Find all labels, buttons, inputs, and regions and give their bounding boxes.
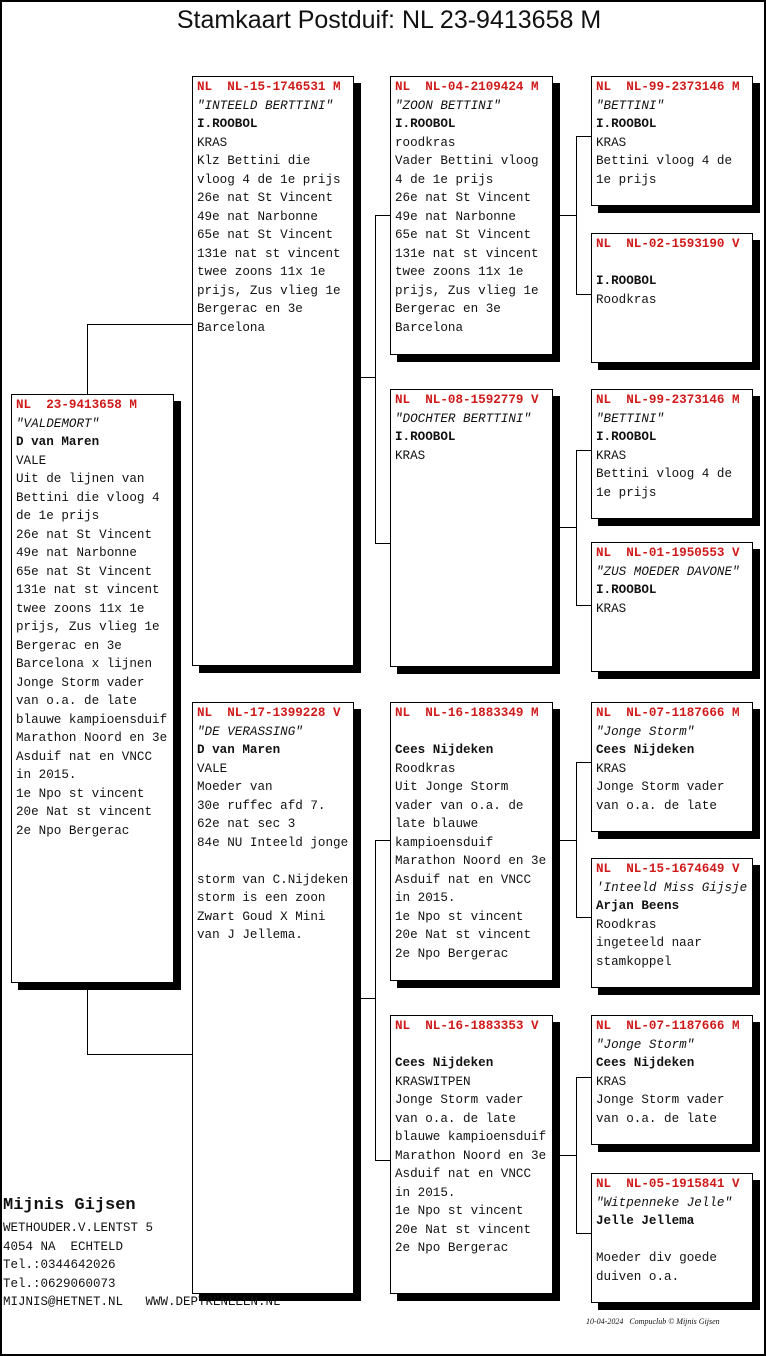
- connector: [576, 605, 591, 606]
- info-line: 65e nat St Vincent: [395, 228, 532, 242]
- pigeon-name: "Witpenneke Jelle": [596, 1195, 733, 1210]
- pigeon-card-ff-mother[interactable]: [591, 233, 753, 363]
- info-line: Klz Bettini die: [197, 154, 311, 168]
- info-line: 4 de 1e prijs: [395, 172, 494, 187]
- pigeon-name: [395, 723, 548, 742]
- info-line: de 1e prijs: [16, 509, 100, 523]
- info-line: vader van o.a. de: [395, 798, 524, 813]
- owner-line: Tel.:0629060073: [3, 1276, 116, 1291]
- breeder-name: D van Maren: [16, 435, 100, 449]
- info-line: 49e nat Narbonne: [16, 546, 137, 560]
- info-line: [197, 852, 349, 871]
- info-line: Roodkras: [395, 761, 456, 776]
- info-line: Barcelona: [395, 320, 464, 335]
- footer-credit: 10-04-2024 Compuclub © Mijnis Gijsen: [586, 1317, 720, 1326]
- info-line: Bergerac en 3e: [197, 302, 303, 316]
- connector: [576, 1077, 591, 1078]
- pigeon-card-mother-mother[interactable]: [390, 1015, 553, 1294]
- info-line: Moeder div goede: [596, 1251, 717, 1265]
- owner-block: [3, 1196, 281, 1312]
- info-line: 30e ruffec afd 7.: [197, 798, 326, 813]
- info-line: 20e Nat st vincent: [16, 805, 153, 819]
- info-line: 2e Npo Bergerac: [395, 946, 509, 961]
- ring-number: NL NL-16-1883353 V: [395, 1019, 539, 1033]
- info-line: 131e nat st vincent: [16, 583, 160, 597]
- info-line: Uit Jonge Storm: [395, 780, 509, 794]
- info-line: KRAS: [596, 135, 627, 150]
- info-line: KRASWITPEN: [395, 1074, 471, 1089]
- pigeon-card-subject[interactable]: [11, 394, 174, 983]
- connector: [576, 450, 591, 451]
- connector: [576, 762, 591, 763]
- breeder-name: Cees Nijdeken: [596, 1056, 695, 1070]
- ring-number: NL NL-01-1950553 V: [596, 546, 740, 560]
- info-line: Bettini vloog 4 de: [596, 467, 733, 481]
- owner-name: Mijnis Gijsen: [3, 1196, 136, 1215]
- info-line: 65e nat St Vincent: [16, 564, 153, 579]
- breeder-name: Arjan Beens: [596, 899, 680, 913]
- info-line: 131e nat st vincent: [395, 246, 539, 261]
- info-line: Marathon Noord en 3e: [395, 1148, 547, 1163]
- info-line: in 2015.: [395, 891, 456, 905]
- info-line: in 2015.: [16, 768, 77, 782]
- connector: [375, 215, 390, 216]
- info-line: prijs, Zus vlieg 1e: [395, 283, 539, 298]
- ring-number: NL NL-15-1674649 V: [596, 862, 740, 876]
- owner-contact-line: MIJNIS@HETNET.NL WWW.DEPYRENEEEN.NL: [3, 1295, 281, 1310]
- info-line: Asduif nat en VNCC: [16, 749, 153, 764]
- info-line: Moeder van: [197, 780, 273, 794]
- info-line: storm is een zoon: [197, 891, 326, 905]
- info-line: KRAS: [596, 601, 627, 616]
- info-line: blauwe kampioensduif: [16, 712, 168, 727]
- ring-number: NL NL-99-2373146 M: [596, 80, 740, 94]
- info-line: Jonge Storm vader: [16, 675, 145, 690]
- info-line: KRAS: [596, 761, 627, 776]
- ring-number: NL NL-15-1746531 M: [197, 80, 341, 94]
- info-line: 1e prijs: [596, 485, 657, 500]
- pigeon-name: "Jonge Storm": [596, 724, 695, 739]
- info-line: Bergerac en 3e: [16, 638, 122, 653]
- ring-number: NL NL-05-1915841 V: [596, 1177, 740, 1191]
- pigeon-card-mm-mother[interactable]: [591, 1173, 753, 1303]
- info-line: van o.a. de late: [596, 1111, 717, 1126]
- info-line: Jonge Storm vader: [395, 1093, 524, 1107]
- info-line: in 2015.: [395, 1185, 456, 1200]
- info-line: VALE: [16, 453, 47, 468]
- breeder-name: D van Maren: [197, 743, 281, 757]
- connector: [552, 840, 576, 841]
- connector: [552, 527, 576, 528]
- info-line: 65e nat St Vincent: [197, 228, 334, 242]
- connector: [576, 762, 577, 917]
- info-line: Barcelona: [197, 320, 266, 335]
- ring-number: NL NL-17-1399228 V: [197, 706, 341, 720]
- info-line: 26e nat St Vincent: [395, 191, 532, 205]
- info-line: stamkoppel: [596, 954, 672, 969]
- connector: [353, 377, 375, 378]
- info-line: vloog 4 de 1e prijs: [197, 172, 341, 187]
- info-line: Asduif nat en VNCC: [395, 1167, 532, 1181]
- info-line: storm van C.Nijdeken: [197, 872, 349, 887]
- pigeon-card-ff-father[interactable]: [591, 76, 753, 206]
- pigeon-name: 'Inteeld Miss Gijsje: [596, 880, 748, 895]
- breeder-name: I.ROOBOL: [596, 274, 657, 288]
- ring-number: NL NL-02-1593190 V: [596, 237, 740, 251]
- connector: [375, 840, 390, 841]
- page-title: Stamkaart Postduif: NL 23-9413658 M: [176, 6, 602, 34]
- pigeon-card-fm-mother[interactable]: [591, 542, 753, 672]
- info-line: Bettini die vloog 4: [16, 490, 160, 505]
- connector: [87, 983, 88, 1054]
- info-line: 2e Npo Bergerac: [16, 823, 130, 838]
- info-line: Uit de lijnen van: [16, 472, 145, 486]
- info-line: Barcelona x lijnen: [16, 657, 153, 671]
- pigeon-card-father[interactable]: [192, 76, 354, 666]
- pigeon-name: "BETTINI": [596, 411, 665, 426]
- breeder-name: Jelle Jellema: [596, 1214, 695, 1228]
- info-line: 131e nat st vincent: [197, 246, 341, 261]
- breeder-name: I.ROOBOL: [596, 583, 657, 597]
- info-line: ingeteeld naar: [596, 936, 702, 950]
- info-line: Bergerac en 3e: [395, 302, 501, 316]
- connector: [576, 450, 577, 605]
- ring-number: NL NL-99-2373146 M: [596, 393, 740, 407]
- info-line: 49e nat Narbonne: [395, 209, 516, 224]
- pigeon-name: "INTEELD BERTTINI": [197, 98, 334, 113]
- connector: [87, 324, 192, 325]
- info-line: KRAS: [596, 448, 627, 463]
- info-line: van o.a. de late: [596, 798, 717, 813]
- info-line: 62e nat sec 3: [197, 817, 296, 831]
- owner-line: 4054 NA ECHTELD: [3, 1239, 124, 1254]
- info-line: 26e nat St Vincent: [197, 191, 334, 205]
- info-line: 1e Npo st vincent: [395, 1204, 524, 1218]
- pigeon-name: [395, 1036, 548, 1055]
- connector: [375, 215, 376, 543]
- breeder-name: Cees Nijdeken: [395, 1056, 494, 1070]
- breeder-name: I.ROOBOL: [596, 430, 657, 444]
- info-line: twee zoons 11x 1e: [197, 265, 326, 279]
- owner-line: WETHOUDER.V.LENTST 5: [3, 1221, 154, 1235]
- info-line: 1e Npo st vincent: [395, 909, 524, 924]
- ring-number: NL NL-08-1592779 V: [395, 393, 539, 407]
- info-line: duiven o.a.: [596, 1269, 680, 1284]
- pigeon-name: "ZUS MOEDER DAVONE": [596, 564, 740, 579]
- connector: [87, 324, 88, 394]
- connector: [576, 136, 577, 294]
- info-line: Asduif nat en VNCC: [395, 872, 532, 887]
- info-line: 1e prijs: [596, 172, 657, 187]
- info-line: Bettini vloog 4 de: [596, 154, 733, 168]
- ring-number: NL NL-07-1187666 M: [596, 706, 740, 720]
- info-line: Marathon Noord en 3e: [16, 731, 168, 745]
- connector: [375, 840, 376, 1160]
- info-line: roodkras: [395, 135, 456, 150]
- pigeon-card-mm-father[interactable]: [591, 1015, 753, 1145]
- pigeon-card-mf-mother[interactable]: [591, 858, 753, 988]
- info-line: prijs, Zus vlieg 1e: [197, 283, 341, 298]
- info-line: Jonge Storm vader: [596, 1093, 725, 1107]
- info-line: van o.a. de late: [16, 694, 137, 708]
- pigeon-name: "VALDEMORT": [16, 416, 100, 431]
- connector: [375, 543, 390, 544]
- info-line: kampioensduif: [395, 835, 494, 850]
- info-line: blauwe kampioensduif: [395, 1130, 547, 1144]
- breeder-name: I.ROOBOL: [197, 117, 258, 131]
- connector: [87, 1054, 192, 1055]
- info-line: 20e Nat st vincent: [395, 1222, 532, 1237]
- info-line: twee zoons 11x 1e: [16, 601, 145, 616]
- info-line: Zwart Goud X Mini: [197, 909, 326, 924]
- pigeon-name: [596, 254, 748, 273]
- connector: [552, 215, 576, 216]
- info-line: 2e Npo Bergerac: [395, 1241, 509, 1255]
- info-line: Roodkras: [596, 917, 657, 932]
- info-line: 49e nat Narbonne: [197, 209, 318, 224]
- info-line: [596, 1231, 748, 1250]
- connector: [552, 1155, 576, 1156]
- ring-number: NL 23-9413658 M: [16, 398, 137, 412]
- pigeon-card-father-mother[interactable]: [390, 389, 553, 667]
- info-line: KRAS: [596, 1074, 627, 1089]
- connector: [576, 1077, 577, 1233]
- info-line: prijs, Zus vlieg 1e: [16, 620, 160, 634]
- info-line: KRAS: [395, 448, 426, 463]
- breeder-name: Cees Nijdeken: [395, 743, 494, 757]
- connector: [353, 998, 375, 999]
- pigeon-card-fm-father[interactable]: [591, 389, 753, 519]
- info-line: Marathon Noord en 3e: [395, 854, 547, 868]
- connector: [576, 294, 591, 295]
- pigeon-name: "ZOON BETTINI": [395, 98, 501, 113]
- info-line: van J Jellema.: [197, 928, 303, 942]
- info-line: 84e NU Inteeld jonge: [197, 835, 349, 850]
- connector: [576, 917, 591, 918]
- pigeon-card-father-father[interactable]: [390, 76, 553, 355]
- connector: [576, 1233, 591, 1234]
- pigeon-name: "BETTINI": [596, 98, 665, 113]
- pigeon-name: "DE VERASSING": [197, 724, 303, 739]
- breeder-name: I.ROOBOL: [395, 117, 456, 131]
- connector: [576, 136, 591, 137]
- pigeon-card-mother-father[interactable]: [390, 702, 553, 981]
- info-line: Vader Bettini vloog: [395, 154, 539, 168]
- info-line: 1e Npo st vincent: [16, 786, 145, 801]
- breeder-name: I.ROOBOL: [395, 430, 456, 444]
- pigeon-name: "Jonge Storm": [596, 1037, 695, 1052]
- info-line: KRAS: [197, 135, 228, 150]
- info-line: 20e Nat st vincent: [395, 928, 532, 942]
- breeder-name: I.ROOBOL: [596, 117, 657, 131]
- ring-number: NL NL-16-1883349 M: [395, 706, 539, 720]
- info-line: VALE: [197, 761, 228, 776]
- info-line: van o.a. de late: [395, 1111, 516, 1126]
- pigeon-name: "DOCHTER BERTTINI": [395, 411, 532, 426]
- info-line: Roodkras: [596, 292, 657, 307]
- pigeon-card-mf-father[interactable]: [591, 702, 753, 832]
- info-line: 26e nat St Vincent: [16, 527, 153, 542]
- info-line: twee zoons 11x 1e: [395, 265, 524, 279]
- owner-line: Tel.:0344642026: [3, 1258, 116, 1273]
- connector: [375, 1160, 390, 1161]
- ring-number: NL NL-07-1187666 M: [596, 1019, 740, 1033]
- breeder-name: Cees Nijdeken: [596, 743, 695, 757]
- info-line: Jonge Storm vader: [596, 780, 725, 794]
- info-line: late blauwe: [395, 817, 479, 831]
- ring-number: NL NL-04-2109424 M: [395, 80, 539, 94]
